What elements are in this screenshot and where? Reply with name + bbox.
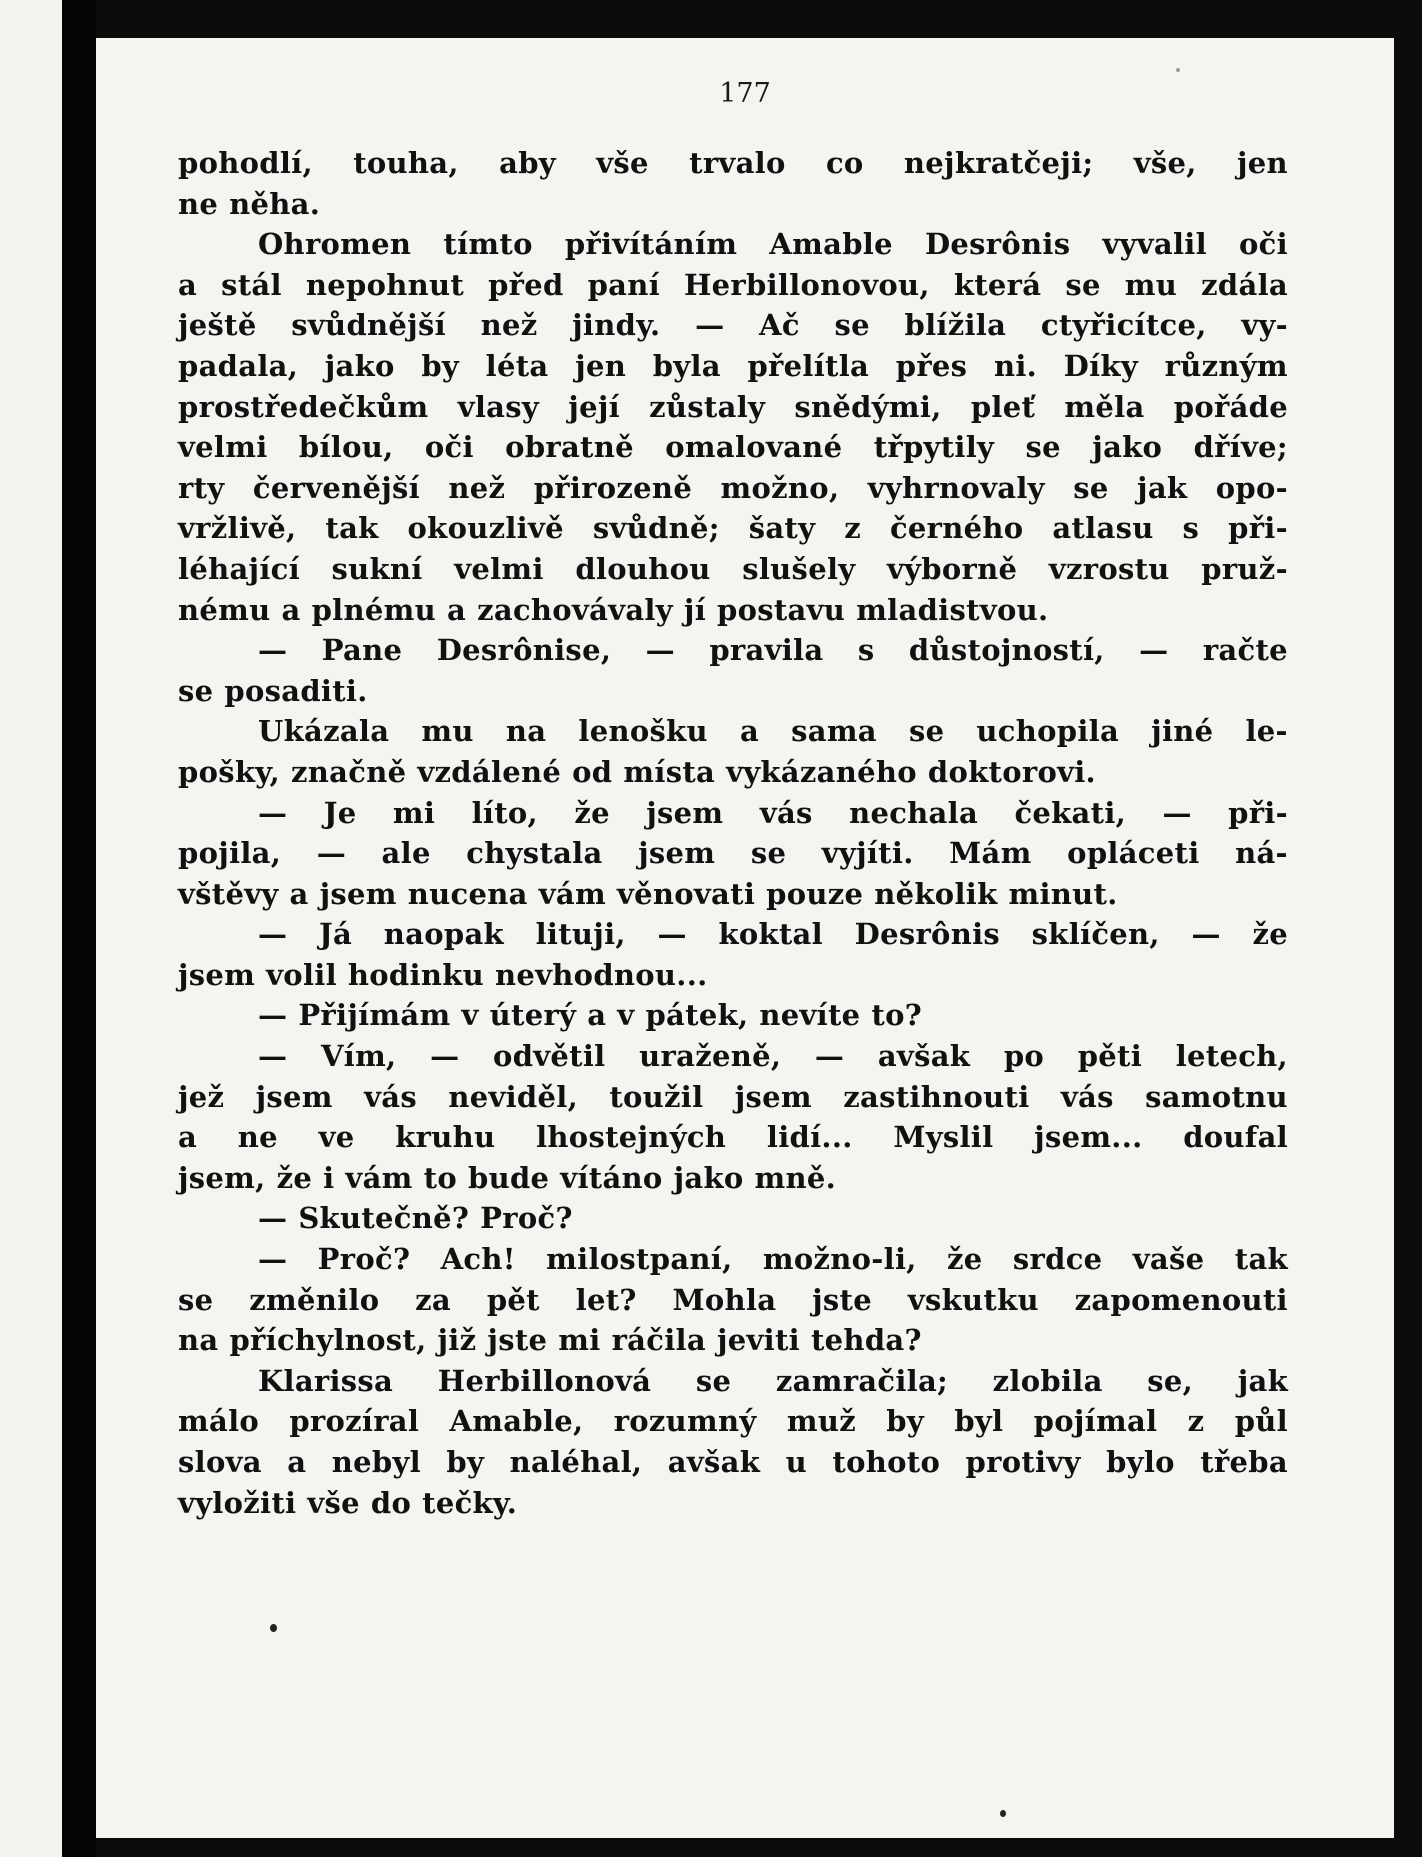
text-line: se posaditi. — [178, 673, 368, 708]
text-line: pojila, — ale chystala jsem se vyjíti. Mám opláceti ná- — [178, 836, 1288, 871]
text-line: pohodlí, touha, aby vše trvalo co nejkratčeji; vše, jen — [178, 146, 1288, 180]
text-line: jsem, že i vám to bude vítáno jako mně. — [178, 1160, 837, 1195]
ink-speck — [1176, 68, 1180, 72]
body-text — [178, 143, 1288, 1523]
text-line: jsem volil hodinku nevhodnou... — [178, 957, 708, 992]
text-line: nému a plnému a zachovávaly jí postavu mladistvou. — [178, 592, 1049, 627]
text-line: vržlivě, tak okouzlivě svůdně; šaty z černého atlasu s při- — [178, 511, 1288, 546]
page-number: 177 — [719, 78, 771, 109]
text-line: vštěvy a jsem nucena vám věnovati pouze několik minut. — [178, 876, 1118, 911]
text-line: jež jsem vás neviděl, toužil jsem zastihnouti vás samotnu — [178, 1079, 1288, 1114]
ink-speck — [1000, 1810, 1006, 1817]
text-line: vyložiti vše do tečky. — [178, 1485, 518, 1520]
text-line: málo prozíral Amable, rozumný muž by byl pojímal z půl — [178, 1404, 1288, 1439]
text-line: ještě svůdnější než jindy. — Ač se blížila ctyřicítce, vy- — [178, 308, 1288, 343]
text-line: — Pane Desrônise, — pravila s důstojností, — račte — [258, 633, 1288, 668]
text-line: rty červenější než přirozeně možno, vyhrnovaly se jak opo- — [178, 470, 1288, 505]
text-line: léhající sukní velmi dlouhou slušely výborně vzrostu pruž- — [178, 551, 1288, 586]
book-page — [96, 38, 1394, 1838]
text-line: — Je mi líto, že jsem vás nechala čekati, — při- — [258, 795, 1288, 830]
text-line: slova a nebyl by naléhal, avšak u tohoto protivy bylo třeba — [178, 1445, 1288, 1479]
gutter-shadow — [62, 0, 96, 1857]
text-line: Klarissa Herbillonová se zamračila; zlobila se, jak — [258, 1363, 1288, 1398]
text-line: pošky, značně vzdálené od místa vykázaného doktorovi. — [178, 754, 1096, 789]
text-line: na příchylnost, již jste mi ráčila jeviti tehda? — [178, 1323, 922, 1358]
text-line: a stál nepohnut před paní Herbillonovou, která se mu zdála — [178, 267, 1288, 302]
text-line: — Vím, — odvětil uraženě, — avšak po pěti letech, — [258, 1039, 1288, 1074]
text-line: padala, jako by léta jen byla přelítla přes ni. Díky různým — [178, 348, 1288, 383]
text-line: prostředečkům vlasy její zůstaly snědými, pleť měla pořáde — [178, 389, 1288, 424]
text-line: — Já naopak lituji, — koktal Desrônis sklíčen, — že — [258, 917, 1288, 952]
text-line: — Skutečně? Proč? — [258, 1201, 573, 1236]
text-line: se změnilo za pět let? Mohla jste vskutku zapomenouti — [178, 1282, 1288, 1317]
previous-page-edge — [0, 0, 62, 1857]
ink-speck — [270, 1624, 277, 1632]
text-line: ne něha. — [178, 186, 321, 221]
text-line: — Proč? Ach! milostpaní, možno-li, že srdce vaše tak — [258, 1242, 1288, 1277]
text-line: a ne ve kruhu lhostejných lidí... Myslil jsem... doufal — [178, 1120, 1288, 1155]
text-line: velmi bílou, oči obratně omalované třpytily se jako dříve; — [178, 430, 1288, 465]
text-line: Ohromen tímto přivítáním Amable Desrônis vyvalil oči — [258, 227, 1288, 262]
text-line: — Přijímám v úterý a v pátek, nevíte to? — [258, 998, 923, 1033]
text-line: Ukázala mu na lenošku a sama se uchopila jiné le- — [258, 714, 1288, 749]
